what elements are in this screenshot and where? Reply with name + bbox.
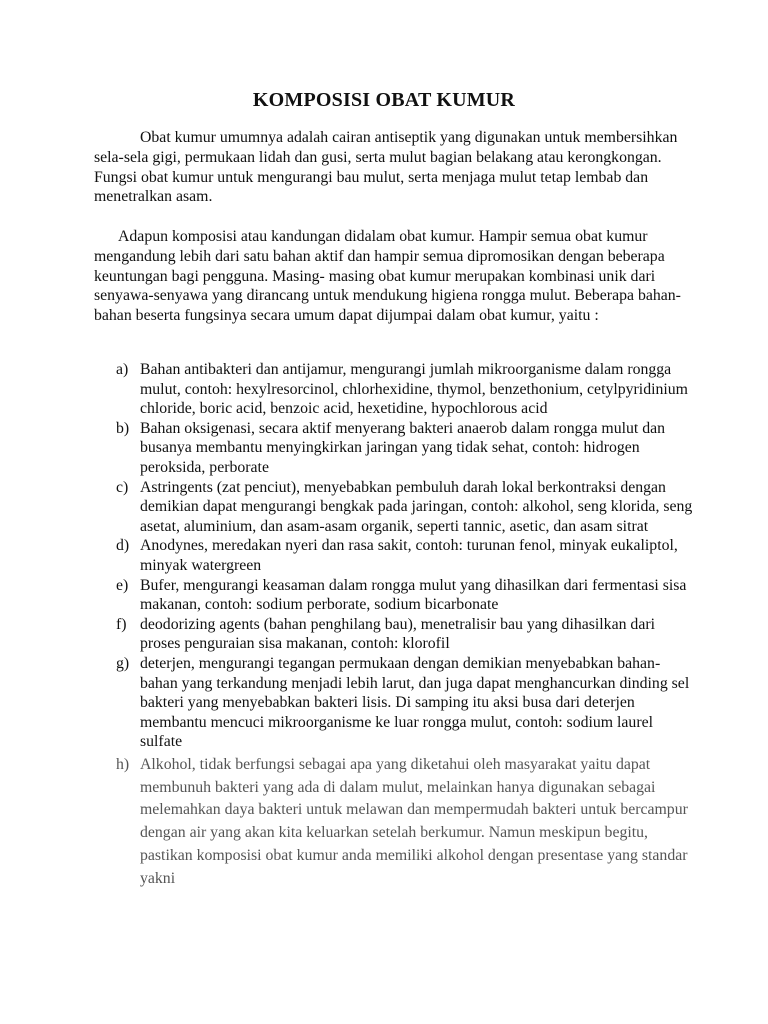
list-marker: c) — [116, 478, 129, 496]
list-marker: b) — [116, 419, 130, 437]
list-marker: d) — [116, 537, 130, 555]
list-item — [94, 478, 694, 537]
list-item — [94, 754, 694, 891]
list-marker: f) — [116, 615, 127, 633]
composition-paragraph: Adapun komposisi atau kandungan didalam obat kumur. Hampir semua obat kumur mengandung lebih dari satu bahan aktif dan hampir semua dipromosikan dengan beberapa keuntungan bagi pengguna. Masing- masing obat kumur merupakan kombinasi unik dari senyawa-senyawa yang dirancang untuk mendukung higiena rongga mulut. Beberapa bahan-bahan beserta fungsinya secara umum dapat dijumpai dalam obat kumur, yaitu : — [94, 228, 681, 325]
list-item — [94, 536, 694, 575]
list-item — [94, 419, 694, 478]
list-item-text: Bahan antibakteri dan antijamur, mengurangi jumlah mikroorganisme dalam rongga mulut, contoh: hexylresorcinol, chlorhexidine, thymol, benzethonium, cetylpyridinium chloride, boric acid, benzoic acid, hexetidine, hypochlorous acid — [140, 361, 688, 418]
list-item-text: deodorizing agents (bahan penghilang bau), menetralisir bau yang dihasilkan dari proses penguraian sisa makanan, contoh: klorofil — [140, 615, 655, 653]
list-item-text: deterjen, mengurangi tegangan permukaan dengan demikian menyebabkan bahan-bahan yang terkandung menjadi lebih larut, dan juga dapat menghancurkan dinding sel bakteri yang menyebabkan bakteri lisis. Di samping itu aksi busa dari deterjen membantu mencuci mikroorganisme ke luar rongga mulut, contoh: sodium laurel sulfate — [140, 654, 690, 751]
list-item-text: Alkohol, tidak berfungsi sebagai apa yang diketahui oleh masyarakat yaitu dapat membunuh bakteri yang ada di dalam mulut, melainkan hanya digunakan sebagai melemahkan daya bakteri untuk melawan dan mempermudah bakteri untuk bercampur dengan air yang akan kita keluarkan setelah berkumur. Namun meskipun begitu, pastikan komposisi obat kumur anda memiliki alkohol dengan presentase yang standar yakni — [140, 755, 688, 887]
intro-paragraph: Obat kumur umumnya adalah cairan antiseptik yang digunakan untuk membersihkan sela-sela gigi, permukaan lidah dan gusi, serta mulut bagian belakang atau kerongkongan. Fungsi obat kumur untuk mengurangi bau mulut, serta menjaga mulut tetap lembab dan menetralkan asam. — [94, 129, 678, 206]
list-item-text: Bufer, mengurangi keasaman dalam rongga mulut yang dihasilkan dari fermentasi sisa makanan, contoh: sodium perborate, sodium bicarbonate — [140, 576, 687, 614]
list-item-text: Astringents (zat penciut), menyebabkan pembuluh darah lokal berkontraksi dengan demikian dapat mengurangi bengkak pada jaringan, contoh: alkohol, seng klorida, seng asetat, aluminium, dan asam-asam organik, seperti tannic, asetic, dan asam sitrat — [140, 478, 693, 535]
list-marker: a) — [116, 361, 129, 378]
list-item — [94, 654, 694, 752]
document-title: KOMPOSISI OBAT KUMUR — [252, 89, 516, 111]
list-item — [94, 615, 694, 654]
ingredient-list — [94, 360, 694, 891]
list-item — [94, 576, 694, 615]
list-marker: e) — [116, 576, 129, 594]
list-item — [94, 360, 694, 419]
list-item-text: Bahan oksigenasi, secara aktif menyerang bakteri anaerob dalam rongga mulut dan busanya membantu menyingkirkan jaringan yang tidak sehat, contoh: hidrogen peroksida, perborate — [140, 419, 666, 476]
list-marker: h) — [116, 755, 130, 773]
list-item-text: Anodynes, meredakan nyeri dan rasa sakit, contoh: turunan fenol, minyak eukaliptol, minyak watergreen — [140, 537, 678, 574]
list-marker: g) — [116, 654, 130, 672]
